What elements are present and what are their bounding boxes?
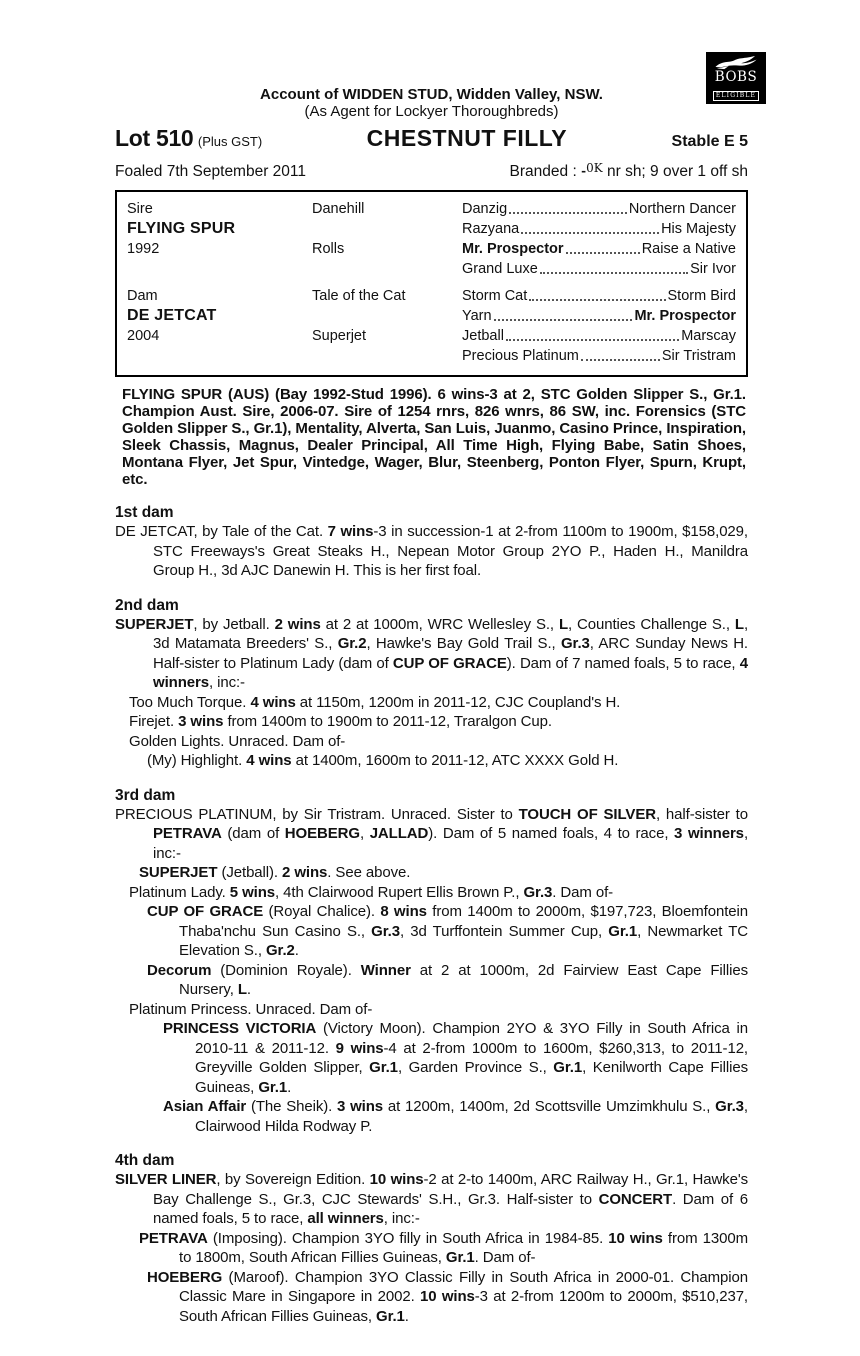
- pedigree-paragraph: Decorum (Dominion Royale). Winner at 2 at 1000m, 2d Fairview East Cape Fillies Nursery, L.: [147, 961, 748, 998]
- pedigree-gen3-line: Grand Luxe Sir Ivor: [462, 261, 736, 277]
- pedigree-paragraph: PRECIOUS PLATINUM, by Sir Tristram. Unraced. Sister to TOUCH OF SILVER, half-sister to PETRAVA (dam of HOEBERG, JALLAD). Dam of 5 named foals, 4 to race, 3 winners, inc:-: [115, 805, 749, 862]
- section-2nd-dam: [115, 596, 748, 771]
- lot-number-group: [115, 125, 262, 152]
- dot-leader: [529, 299, 665, 301]
- dot-leader: [521, 232, 659, 234]
- pedigree-paragraph: Too Much Torque. 4 wins at 1150m, 1200m in 2011-12, CJC Coupland's H.: [129, 693, 621, 711]
- sire-parent: Rolls: [312, 241, 345, 257]
- pedigree-gen3-line: Mr. Prospector Raise a Native: [462, 241, 736, 257]
- stable-label: Stable E 5: [671, 133, 748, 150]
- pedigree-dam-block: [127, 286, 736, 366]
- bobs-logo-title: BOBS: [714, 69, 758, 85]
- section-3rd-dam: [115, 786, 748, 1137]
- pedigree-paragraph: DE JETCAT, by Tale of the Cat. 7 wins-3 in succession-1 at 2-from 1100m to 1900m, $158,029, STC Freeways's Great Steaks H., Nepean Motor Group 2YO P., Haden H., Manildra Group H., 3d AJC Danewin H. This is her first foal.: [115, 523, 748, 579]
- branded-info: [510, 162, 748, 182]
- pedigree-gen3-line: Storm Cat Storm Bird: [462, 288, 736, 304]
- section-heading: 4th dam: [115, 1152, 175, 1169]
- section-1st-dam: [115, 503, 748, 581]
- pedigree-paragraph: Platinum Princess. Unraced. Dam of-: [129, 1000, 373, 1018]
- dam-year: 2004: [127, 328, 160, 344]
- dam-column: [127, 286, 312, 366]
- pedigree-gen3-line: Precious Platinum Sir Tristram: [462, 348, 736, 364]
- branded-label: Branded :: [509, 163, 582, 180]
- foaled-date: Foaled 7th September 2011: [115, 163, 307, 180]
- agent-line: (As Agent for Lockyer Thoroughbreds): [304, 103, 559, 120]
- pedigree-paragraph: PRINCESS VICTORIA (Victory Moon). Champion 2YO & 3YO Filly in South Africa in 2010-11 & 2011-12. 9 wins-4 at 2-from 1000m to 1600m, $260,313, to 2011-12, Greyville Golden Slipper, Gr.1, Garden Province S., Gr.1, Kenilworth Cape Fillies Guineas, Gr.1.: [163, 1020, 748, 1096]
- dam-parent: Tale of the Cat: [312, 288, 406, 304]
- sire-role-label: Sire: [127, 201, 153, 217]
- brand-mark: -0K: [581, 161, 603, 178]
- lot-number: Lot 510: [115, 125, 194, 151]
- pedigree-gen3-line: Razyana His Majesty: [462, 221, 736, 237]
- pedigree-paragraph: Firejet. 3 wins from 1400m to 1900m to 2011-12, Traralgon Cup.: [129, 713, 552, 730]
- pedigree-paragraph: SUPERJET, by Jetball. 2 wins at 2 at 1000m, WRC Wellesley S., L, Counties Challenge S., L, 3d Matamata Breeders' S., Gr.2, Hawke's Bay Gold Trail S., Gr.3, ARC Sunday News H. Half-sister to Platinum Lady (dam of CUP OF GRACE). Dam of 7 named foals, 5 to race, 4 winners, inc:-: [115, 615, 749, 691]
- pedigree-paragraph: Platinum Lady. 5 wins, 4th Clairwood Rupert Ellis Brown P., Gr.3. Dam of-: [129, 883, 614, 901]
- pedigree-paragraph: SILVER LINER, by Sovereign Edition. 10 wins-2 at 2-to 1400m, ARC Railway H., Gr.1, Hawke's Bay Challenge S., Gr.3, CJC Stewards' S.H., Gr.3. Half-sister to CONCERT. Dam of 6 named foals, 5 to race, all winners, inc:-: [115, 1171, 748, 1227]
- page-title: CHESTNUT FILLY: [366, 125, 568, 151]
- dot-leader: [506, 339, 679, 341]
- pedigree-paragraph: SUPERJET (Jetball). 2 wins. See above.: [139, 864, 411, 881]
- bobs-logo-subtitle: ELIGIBLE: [713, 91, 759, 101]
- pedigree-paragraph: PETRAVA (Imposing). Champion 3YO filly in South Africa in 1984-85. 10 wins from 1300m to 1800m, South African Fillies Guineas, Gr.1. Dam of-: [139, 1229, 748, 1266]
- sire-year: 1992: [127, 241, 160, 257]
- pedigree-paragraph: HOEBERG (Maroof). Champion 3YO Classic Filly in South Africa in 2000-01. Champion Classic Mare in Singapore in 2002. 10 wins-3 at 2-from 1200m to 2000m, $510,237, South African Fillies Guineas, Gr.1.: [147, 1268, 749, 1325]
- lot-row: [115, 125, 748, 155]
- sire-column: [127, 199, 312, 279]
- pedigree-paragraph: (My) Highlight. 4 wins at 1400m, 1600m to 2011-12, ATC XXXX Gold H.: [147, 752, 619, 769]
- section-heading: 2nd dam: [115, 596, 179, 614]
- sire-summary: FLYING SPUR (AUS) (Bay 1992-Stud 1996). 6 wins-3 at 2, STC Golden Slipper S., Gr.1. Champion Aust. Sire, 2006-07. Sire of 1254 rnrs, 826 wnrs, 86 SW, inc. Forensics (STC Golden Slipper S., Gr.1), Mentality, Alverta, San Luis, Juanmo, Casino Prince, Inspiration, Sleek Chassis, Magnus, Dealer Principal, All Time High, Flying Babe, Satin Shoes, Montana Flyer, Jet Spur, Vintedge, Wager, Blur, Steenberg, Ponton Flyer, Spurn, Krupt, etc.: [122, 386, 746, 488]
- section-4th-dam: [115, 1151, 748, 1326]
- account-line: Account of WIDDEN STUD, Widden Valley, NSW.: [260, 86, 603, 103]
- sire-parents-column: [312, 199, 462, 279]
- pedigree-gen3-line: Danzig Northern Dancer: [462, 201, 736, 217]
- dam-parents-column: [312, 286, 462, 366]
- branded-desc: nr sh; 9 over 1 off sh: [602, 163, 748, 180]
- pedigree-sire-block: [127, 199, 736, 279]
- dam-name: DE JETCAT: [127, 307, 217, 324]
- pedigree-paragraph: Golden Lights. Unraced. Dam of-: [129, 732, 346, 750]
- dot-leader: [540, 272, 688, 274]
- pedigree-gen3-line: Jetball Marscay: [462, 328, 736, 344]
- dot-leader: [494, 319, 633, 321]
- section-heading: 3rd dam: [115, 786, 176, 804]
- dot-leader: [566, 252, 640, 254]
- dam-gen3-column: [462, 286, 736, 366]
- dot-leader: [509, 212, 627, 214]
- sire-gen3-column: [462, 199, 736, 279]
- pedigree-gen3-line: Yarn Mr. Prospector: [462, 308, 736, 324]
- sire-name: FLYING SPUR: [127, 220, 236, 237]
- pedigree-paragraph: CUP OF GRACE (Royal Chalice). 8 wins from 1400m to 2000m, $197,723, Bloemfontein Thaba'nchu Sun Casino S., Gr.3, 3d Turffontein Summer Cup, Gr.1, Newmarket TC Elevation S., Gr.2.: [147, 903, 749, 959]
- pedigree-table: [115, 190, 748, 377]
- dam-role-label: Dam: [127, 288, 158, 304]
- foaled-row: [115, 162, 748, 182]
- dot-leader: [581, 359, 660, 361]
- pedigree-paragraph: Asian Affair (The Sheik). 3 wins at 1200m, 1400m, 2d Scottsville Umzimkhulu S., Gr.3, Clairwood Hilda Rodway P.: [163, 1098, 748, 1135]
- section-heading: 1st dam: [115, 504, 174, 521]
- gst-note: (Plus GST): [197, 134, 263, 149]
- horse-icon: [706, 55, 766, 70]
- dam-parent: Superjet: [312, 328, 367, 344]
- sire-parent: Danehill: [312, 201, 365, 217]
